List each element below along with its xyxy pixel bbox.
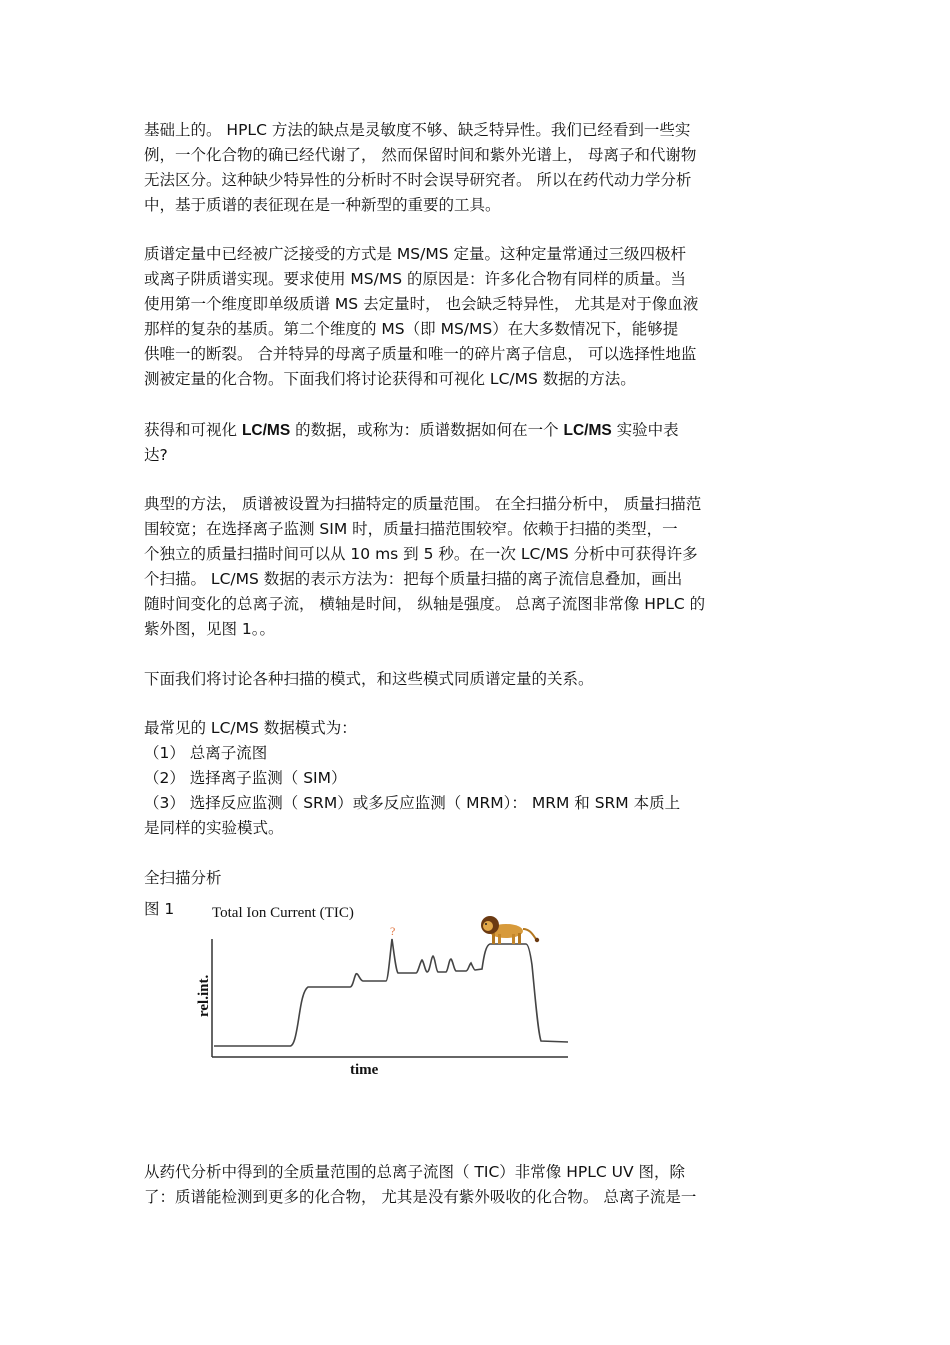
text-line: 个扫描。 LC/MS 数据的表示方法为：把每个质量扫描的离子流信息叠加，画出 — [144, 570, 683, 588]
bold-term-lcms: LC/MS — [241, 422, 291, 439]
text-line: 或离子阱质谱实现。要求使用 MS/MS 的原因是：许多化合物有同样的质量。当 — [144, 270, 687, 288]
paragraph-scan-methods — [144, 492, 806, 642]
text-run: 获得和可视化 — [144, 421, 242, 439]
list-item: （2） 选择离子监测（ SIM） — [144, 769, 347, 787]
text-line: 随时间变化的总离子流， 横轴是时间， 纵轴是强度。 总离子流图非常像 HPLC 的 — [144, 595, 706, 613]
y-axis-label: rel.int. — [196, 974, 212, 1017]
tic-figure — [190, 895, 590, 1085]
paragraph-tic-description — [144, 1160, 806, 1210]
text-line: 下面我们将讨论各种扫描的模式，和这些模式同质谱定量的关系。 — [144, 670, 594, 688]
paragraph-scan-modes-intro — [144, 667, 806, 692]
lion-icon — [481, 916, 539, 944]
question-mark-annotation: ? — [390, 924, 396, 938]
figure-label: 图 1 — [144, 900, 175, 918]
text-line: 那样的复杂的基质。第二个维度的 MS（即 MS/MS）在大多数情况下，能够提 — [144, 320, 679, 338]
list-item: （1） 总离子流图 — [144, 744, 268, 762]
text-line: 测被定量的化合物。下面我们将讨论获得和可视化 LC/MS 数据的方法。 — [144, 370, 636, 388]
text-line: 中，基于质谱的表征现在是一种新型的重要的工具。 — [144, 196, 501, 214]
text-line: 全扫描分析 — [144, 869, 222, 887]
text-line: 从药代分析中得到的全质量范围的总离子流图（ TIC）非常像 HPLC UV 图，除 — [144, 1163, 685, 1181]
paragraph-msms-quantitation — [144, 242, 806, 392]
list-item: （3） 选择反应监测（ SRM）或多反应监测（ MRM）： MRM 和 SRM 本质上 — [144, 794, 681, 812]
list-item-continuation: 是同样的实验模式。 — [144, 819, 284, 837]
text-line: 个独立的质量扫描时间可以从 10 ms 到 5 秒。在一次 LC/MS 分析中可获得许多 — [144, 545, 698, 563]
text-line: 紫外图，见图 1。。 — [144, 620, 276, 638]
paragraph-hplc-drawbacks — [144, 118, 806, 218]
figure-title: Total Ion Current (TIC) — [212, 905, 354, 921]
text-line: 质谱定量中已经被广泛接受的方式是 MS/MS 定量。这种定量常通过三级四极杆 — [144, 245, 687, 263]
text-line: 达? — [144, 446, 168, 464]
paragraph-section-heading-lcms — [144, 418, 806, 468]
text-run: 的数据，或称为：质谱数据如何在一个 — [290, 421, 564, 439]
text-line: 使用第一个维度即单级质谱 MS 去定量时， 也会缺乏特异性， 尤其是对于像血液 — [144, 295, 699, 313]
tic-figure-svg — [190, 895, 590, 1085]
list-lcms-data-modes — [144, 716, 806, 841]
text-line: 围较宽；在选择离子监测 SIM 时，质量扫描范围较窄。依赖于扫描的类型，一 — [144, 520, 678, 538]
text-line: 了：质谱能检测到更多的化合物， 尤其是没有紫外吸收的化合物。 总离子流是一 — [144, 1188, 697, 1206]
bold-term-lcms: LC/MS — [563, 422, 612, 439]
text-line: 无法区分。这种缺少特异性的分析时不时会误导研究者。 所以在药代动力学分析 — [144, 171, 692, 189]
text-line — [144, 418, 806, 443]
section-heading-full-scan — [144, 866, 806, 891]
text-run: 实验中表 — [611, 421, 679, 439]
tic-trace — [214, 939, 568, 1046]
text-line: 供唯一的断裂。 合并特异的母离子质量和唯一的碎片离子信息， 可以选择性地监 — [144, 345, 697, 363]
text-line: 典型的方法， 质谱被设置为扫描特定的质量范围。 在全扫描分析中， 质量扫描范 — [144, 495, 702, 513]
text-line: 基础上的。 HPLC 方法的缺点是灵敏度不够、缺乏特异性。我们已经看到一些实 — [144, 121, 691, 139]
x-axis-label: time — [350, 1062, 379, 1078]
text-line: 例，一个化合物的确已经代谢了， 然而保留时间和紫外光谱上， 母离子和代谢物 — [144, 146, 697, 164]
list-heading: 最常见的 LC/MS 数据模式为： — [144, 719, 357, 737]
